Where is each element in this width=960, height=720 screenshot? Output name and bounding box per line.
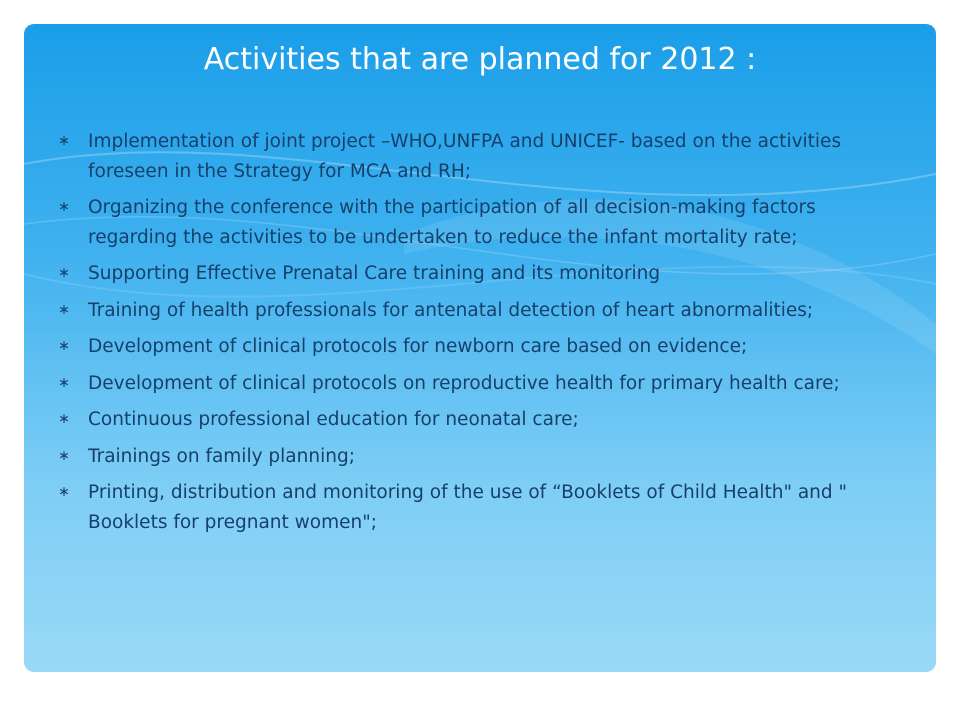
bullet-text: Implementation of joint project –WHO,UNFPA and UNICEF- based on the activities foreseen in the Strategy for MCA and RH; (88, 131, 842, 182)
bullet-item (52, 259, 904, 289)
bullet-item (52, 442, 904, 472)
bullet-star-icon: ∗ (58, 133, 70, 149)
bullet-item (52, 332, 904, 362)
bullet-star-icon: ∗ (58, 484, 70, 500)
bullet-text: Trainings on family planning; (88, 445, 355, 467)
bullet-text: Continuous professional education for neonatal care; (88, 409, 579, 430)
bullet-text: Organizing the conference with the participation of all decision-making factors regarding the activities to be undertaken to reduce the infant mortality rate; (88, 197, 816, 248)
bullet-text: Printing, distribution and monitoring of the use of “Booklets of Child Health" and " Booklets for pregnant women"; (88, 482, 848, 533)
bullet-text: Supporting Effective Prenatal Care training and its monitoring (88, 263, 661, 284)
bullet-item (52, 296, 904, 326)
bullet-item (52, 478, 904, 537)
bullet-star-icon: ∗ (58, 447, 70, 464)
bullet-item (52, 405, 904, 435)
bullet-item (52, 127, 904, 186)
bullet-star-icon: ∗ (58, 265, 70, 281)
bullet-star-icon: ∗ (58, 301, 70, 318)
bullet-text: Development of clinical protocols on reproductive health for primary health care; (88, 372, 840, 394)
bullet-list (52, 127, 904, 544)
bullet-text: Development of clinical protocols for newborn care based on evidence; (88, 336, 748, 357)
bullet-item (52, 193, 904, 252)
bullet-star-icon: ∗ (58, 338, 70, 354)
bullet-star-icon: ∗ (58, 411, 70, 427)
bullet-star-icon: ∗ (58, 199, 70, 215)
bullet-text: Training of health professionals for antenatal detection of heart abnormalities; (88, 299, 814, 321)
bullet-star-icon: ∗ (58, 374, 70, 391)
bullet-item (52, 369, 904, 399)
slide-title: Activities that are planned for 2012 : (203, 42, 757, 77)
